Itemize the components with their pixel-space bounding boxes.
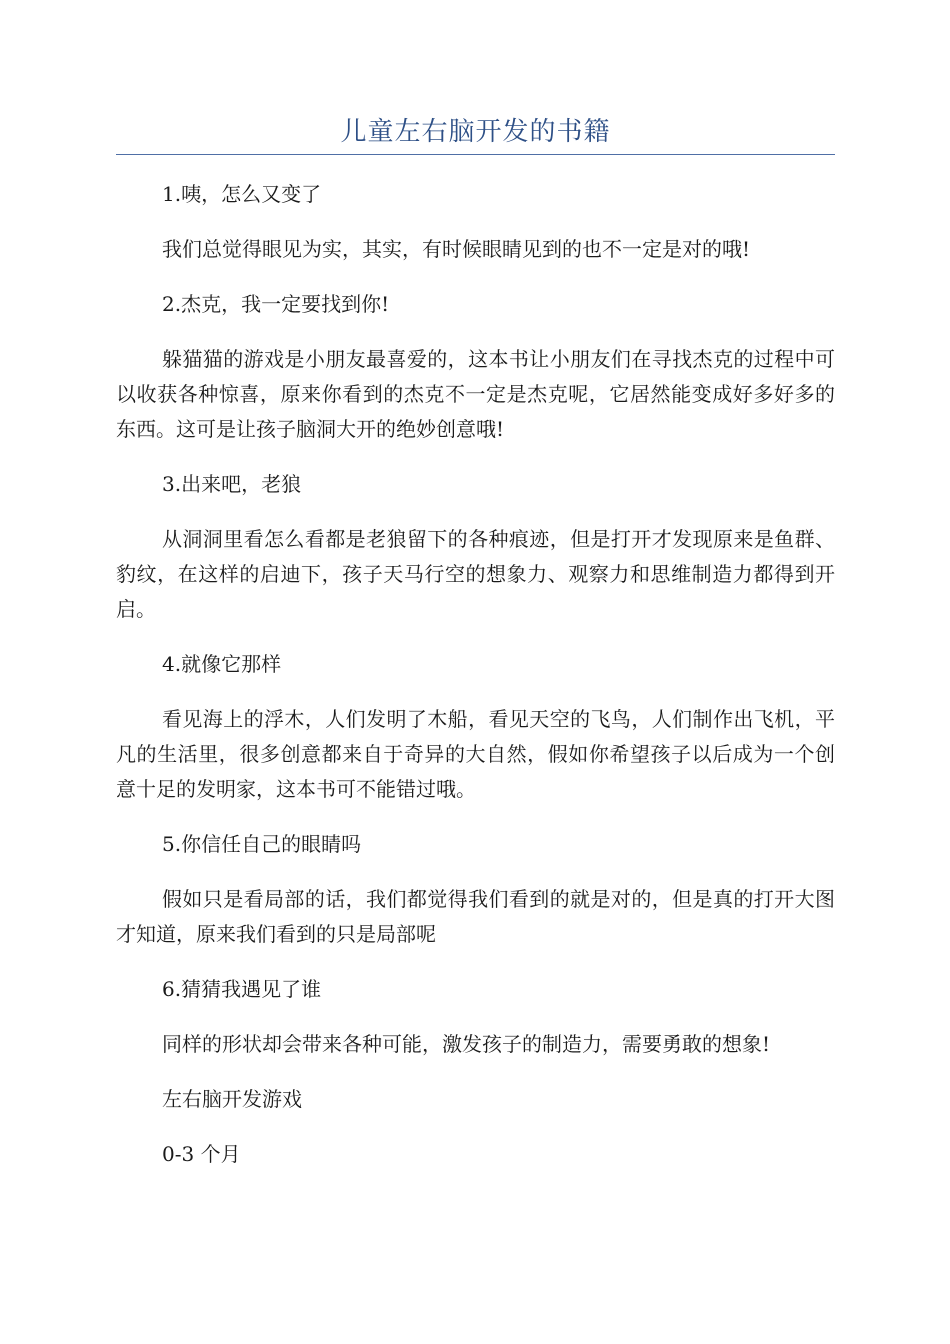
age-range-heading: 0-3 个月 bbox=[162, 1142, 241, 1166]
paragraph-4: 看见海上的浮木，人们发明了木船，看见天空的飞鸟，人们制作出飞机，平凡的生活里，很多创意都来自于奇异的大自然，假如你希望孩子以后成为一个创意十足的发明家，这本书可不能错过哦。 bbox=[116, 707, 835, 801]
section-heading-1: 1.咦，怎么又变了 bbox=[162, 182, 322, 206]
paragraph-6: 同样的形状却会带来各种可能，激发孩子的制造力，需要勇敢的想象! bbox=[162, 1032, 771, 1056]
section-heading-4: 4.就像它那样 bbox=[162, 652, 282, 676]
paragraph-3: 从洞洞里看怎么看都是老狼留下的各种痕迹，但是打开才发现原来是鱼群、豹纹，在这样的启迪下，孩子天马行空的想象力、观察力和思维制造力都得到开启。 bbox=[116, 527, 835, 621]
document-body bbox=[116, 177, 835, 1172]
paragraph-5: 假如只是看局部的话，我们都觉得我们看到的就是对的，但是真的打开大图才知道，原来我们看到的只是局部呢 bbox=[116, 887, 835, 946]
section-heading-5: 5.你信任自己的眼睛吗 bbox=[162, 832, 362, 856]
paragraph-1: 我们总觉得眼见为实，其实，有时候眼睛见到的也不一定是对的哦! bbox=[162, 237, 751, 261]
document-title: 儿童左右脑开发的书籍 bbox=[340, 117, 611, 147]
section-heading-3: 3.出来吧，老狼 bbox=[162, 472, 302, 496]
title-underline bbox=[116, 154, 835, 155]
section-heading-games: 左右脑开发游戏 bbox=[162, 1087, 302, 1111]
section-heading-6: 6.猜猜我遇见了谁 bbox=[162, 977, 322, 1001]
section-heading-2: 2.杰克，我一定要找到你! bbox=[162, 292, 390, 316]
paragraph-2: 躲猫猫的游戏是小朋友最喜爱的，这本书让小朋友们在寻找杰克的过程中可以收获各种惊喜，原来你看到的杰克不一定是杰克呢，它居然能变成好多好多的东西。这可是让孩子脑洞大开的绝妙创意哦! bbox=[116, 347, 835, 441]
